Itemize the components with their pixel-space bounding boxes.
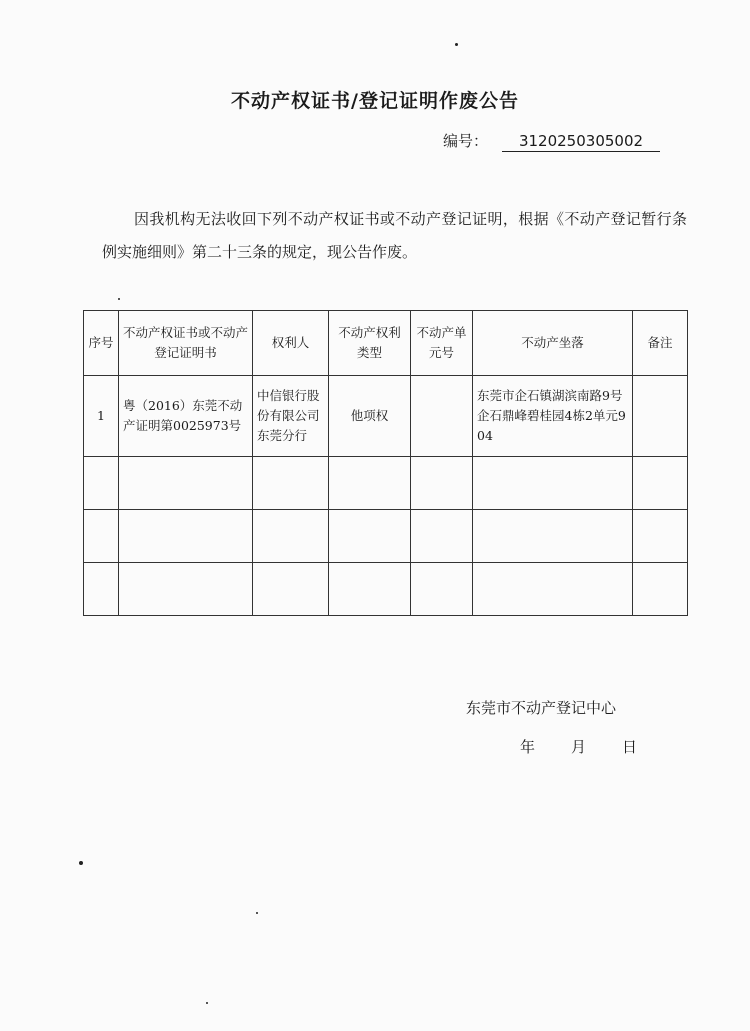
header-right-type: 不动产权利类型 [329,311,411,376]
header-certificate: 不动产权证书或不动产登记证明书 [119,311,253,376]
certificate-table [83,310,688,616]
cell-seq: 1 [84,376,119,457]
table-row-empty [84,510,688,563]
table-row [84,376,688,457]
scan-speck [118,298,120,300]
table-row-empty [84,563,688,616]
table-header-row [84,311,688,376]
date-year: 年 [520,738,536,756]
scan-speck [455,43,458,46]
header-holder: 权利人 [253,311,329,376]
cell-unit-no [411,376,473,457]
header-seq: 序号 [84,311,119,376]
issuer-name: 东莞市不动产登记中心 [466,699,617,717]
date-month: 月 [571,738,587,756]
cell-right-type: 他项权 [329,376,411,457]
header-unit-no: 不动产单元号 [411,311,473,376]
cell-certificate: 粤（2016）东莞不动产证明第0025973号 [119,376,253,457]
header-remark: 备注 [633,311,688,376]
issue-date [520,736,637,757]
document-number-value: 3120250305002 [502,132,660,152]
cell-holder: 中信银行股份有限公司东莞分行 [253,376,329,457]
scan-speck [256,912,258,914]
table-row-empty [84,457,688,510]
scan-speck [79,861,83,865]
page-title: 不动产权证书/登记证明作废公告 [231,90,519,112]
scan-speck [206,1002,208,1004]
document-number-label: 编号： [443,132,489,150]
document-number [443,130,660,152]
date-day: 日 [622,738,638,756]
cell-location: 东莞市企石镇湖滨南路9号企石鼎峰碧桂园4栋2单元904 [473,376,633,457]
header-location: 不动产坐落 [473,311,633,376]
announcement-body: 因我机构无法收回下列不动产权证书或不动产登记证明，根据《不动产登记暂行条例实施细则》第二十三条的规定，现公告作废。 [102,210,687,261]
cell-remark [633,376,688,457]
